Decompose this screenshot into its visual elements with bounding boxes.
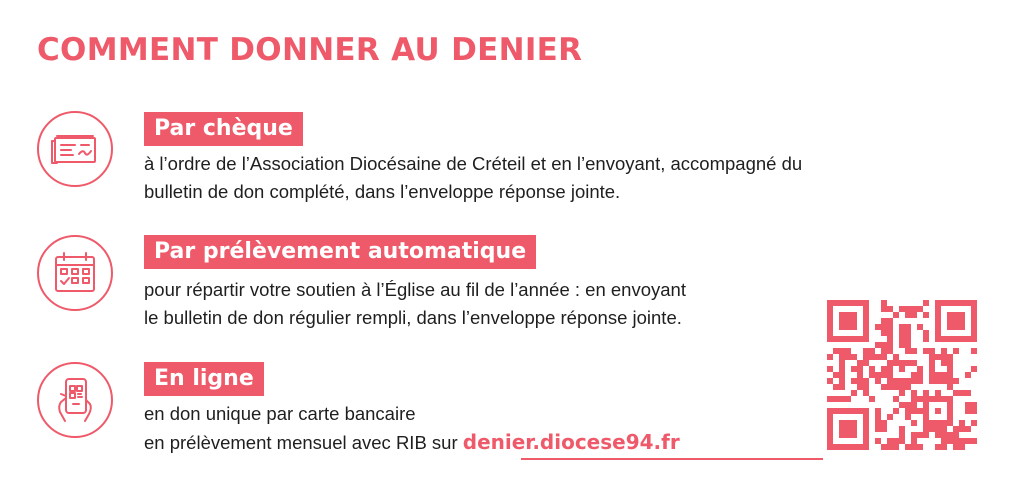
phone-hand-icon: [37, 362, 113, 438]
denier-website-link[interactable]: denier.diocese94.fr: [462, 430, 680, 454]
en-ligne-line-2-text: en prélèvement mensuel avec RIB sur: [144, 432, 458, 453]
page-title: COMMENT DONNER AU DENIER: [37, 32, 583, 68]
en-ligne-description: [144, 400, 680, 457]
cheque-line-2: bulletin de don complété, dans l’enveloppe réponse jointe.: [144, 181, 621, 202]
en-ligne-line-1: en don unique par carte bancaire: [144, 403, 416, 424]
cheque-icon: [37, 111, 113, 187]
cheque-description: [144, 150, 802, 206]
cheque-line-1: à l’ordre de l’Association Diocésaine de Créteil et en l’envoyant, accompagné du: [144, 153, 803, 174]
calendar-icon: [37, 235, 113, 311]
heading-en-ligne: En ligne: [144, 362, 264, 396]
heading-par-cheque: Par chèque: [144, 112, 303, 146]
prelevement-line-2: le bulletin de don régulier rempli, dans l’enveloppe réponse jointe.: [144, 307, 682, 328]
link-underline: [521, 458, 823, 460]
prelevement-description: [144, 276, 686, 332]
heading-par-prelevement: Par prélèvement automatique: [144, 235, 536, 269]
en-ligne-line-2: [144, 428, 680, 457]
qr-code-icon: [827, 300, 977, 450]
prelevement-line-1: pour répartir votre soutien à l’Église au fil de l’année : en envoyant: [144, 279, 686, 300]
